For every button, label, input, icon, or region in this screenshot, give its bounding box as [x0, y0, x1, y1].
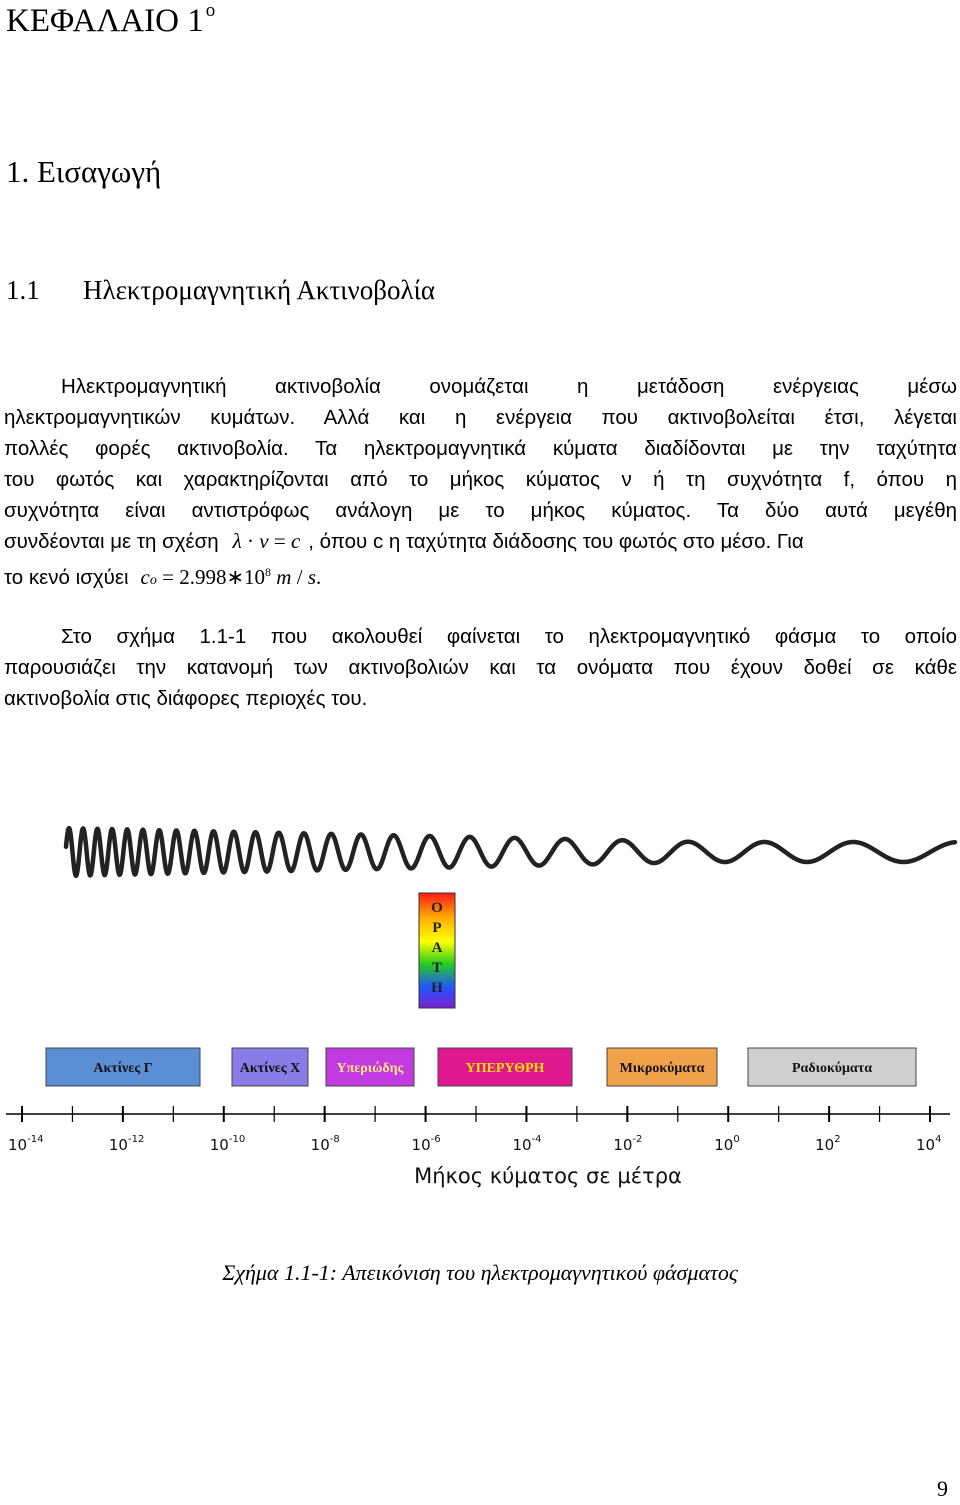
- band-label: Ακτίνες Γ: [93, 1061, 153, 1076]
- math-slash: /: [296, 565, 303, 589]
- spectrum-band: [748, 1048, 916, 1086]
- paragraph-line: πολλές φορές ακτινοβολία. Τα ηλεκτρομαγνητικά κύματα διαδίδονται με την ταχύτητα: [4, 437, 957, 460]
- visible-light-box: [419, 893, 455, 1008]
- spectrum-band: [326, 1048, 414, 1086]
- paragraph-1: [4, 371, 957, 588]
- paragraph-line: Στο σχήμα 1.1-1 που ακολουθεί φαίνεται το ηλεκτρομαγνητικό φάσμα το οποίο: [61, 625, 957, 648]
- visible-box-letter: Ρ: [432, 920, 442, 936]
- math-c: c: [290, 529, 301, 553]
- subsection-number: 1.1: [6, 275, 40, 305]
- axis-tick-label: $10^{-6}$: [411, 1134, 441, 1154]
- axis-tick-label: $10^{-2}$: [613, 1134, 643, 1154]
- text-run: συνδέονται με τη σχέση: [4, 530, 219, 553]
- formula-speed-of-light: [141, 565, 322, 589]
- section-heading: 1. Εισαγωγή: [6, 154, 162, 189]
- math-subscript: o: [149, 573, 157, 588]
- spectrum-bands: [46, 1048, 916, 1086]
- text-run: , όπου c η ταχύτητα διάδοσης του φωτός στο μέσο. Για: [308, 530, 804, 553]
- caption-prefix: Σχήμα 1.1-1:: [222, 1260, 338, 1285]
- axis-tick-label: $10^4$: [916, 1134, 942, 1154]
- math-exponent: 8: [265, 565, 272, 579]
- chapter-superscript: ο: [205, 0, 216, 21]
- visible-box-letter: Τ: [431, 960, 443, 976]
- visible-box-letter: Ο: [431, 900, 443, 916]
- math-base: 10: [244, 565, 266, 589]
- caption-text: Απεικόνιση του ηλεκτρομαγνητικού φάσματος: [337, 1260, 738, 1285]
- wave-curve: [66, 828, 955, 876]
- math-dot: ·: [247, 529, 255, 553]
- math-v: v: [259, 529, 269, 553]
- spectrum-band: [607, 1048, 717, 1086]
- paragraph-line-with-formula: [4, 526, 957, 557]
- paragraph-line: Ηλεκτρομαγνητική ακτινοβολία ονομάζεται η μετάδοση ενέργειας μέσω: [61, 375, 957, 398]
- subsection-title: Ηλεκτρομαγνητική Ακτινοβολία: [83, 275, 436, 305]
- paragraph-line: συχνότητα είναι αντιστρόφως ανάλογη με το μήκος κύματος. Τα δύο αυτά μεγέθη: [4, 499, 957, 522]
- math-equals: =: [162, 565, 174, 589]
- axis-tick-label: $10^0$: [714, 1134, 740, 1154]
- spectrum-band: [46, 1048, 200, 1086]
- chapter-title: ΚΕΦΑΛΑΙΟ 1: [6, 3, 204, 39]
- em-spectrum-figure: [0, 800, 960, 1200]
- paragraph-line-with-formula: [4, 557, 957, 588]
- visible-box-letter: Α: [431, 940, 443, 956]
- axis-tick-label: $10^{-4}$: [512, 1134, 542, 1154]
- band-label: Ραδιοκύματα: [791, 1061, 873, 1076]
- paragraph-2: [4, 621, 957, 714]
- math-times: ∗: [226, 565, 245, 589]
- spectrum-band: [232, 1048, 308, 1086]
- text-run: το κενό ισχύει: [4, 566, 129, 589]
- axis-tick-label: $10^{-10}$: [209, 1134, 246, 1154]
- paragraph-line: ηλεκτρομαγνητικών κυμάτων. Αλλά και η ενέργεια που ακτινοβολείται έτσι, λέγεται: [4, 406, 957, 429]
- wavelength-axis: [6, 1106, 950, 1154]
- paragraph-line: του φωτός και χαρακτηρίζονται από το μήκος κύματος ν ή τη συχνότητα f, όπου η: [4, 468, 957, 491]
- math-lambda: λ: [232, 529, 242, 553]
- spectrum-band: [438, 1048, 572, 1086]
- band-label: ΥΠΕΡΥΘΡΗ: [465, 1061, 545, 1076]
- math-unit-s: s: [307, 565, 316, 589]
- figure-caption: [0, 1260, 960, 1286]
- axis-tick-label: $10^2$: [815, 1134, 841, 1154]
- paragraph-line: ακτινοβολία στις διάφορες περιοχές του.: [4, 687, 368, 710]
- math-unit-m: m: [276, 565, 292, 589]
- math-c: c: [140, 565, 150, 589]
- math-number: 2.998: [179, 565, 227, 589]
- axis-tick-label: $10^{-14}$: [8, 1134, 44, 1154]
- axis-label: Μήκος κύματος σε μέτρα: [414, 1164, 682, 1188]
- band-label: Ακτίνες Χ: [239, 1061, 301, 1076]
- paragraph-line: παρουσιάζει την κατανομή των ακτινοβολιών και τα ονόματα που έχουν δοθεί σε κάθε: [4, 656, 957, 679]
- axis-tick-label: $10^{-12}$: [108, 1134, 145, 1154]
- visible-box-letter: Η: [431, 980, 443, 996]
- page-number: 9: [937, 1476, 948, 1501]
- math-period: .: [316, 565, 322, 589]
- chapter-heading: [6, 0, 215, 40]
- math-equals: =: [273, 529, 286, 553]
- subsection-heading: [6, 275, 435, 306]
- formula-lambda-v-c: [233, 529, 301, 553]
- band-label: Υπεριώδης: [336, 1061, 404, 1076]
- band-label: Μικροκύματα: [619, 1061, 705, 1076]
- axis-tick-label: $10^{-8}$: [310, 1134, 340, 1154]
